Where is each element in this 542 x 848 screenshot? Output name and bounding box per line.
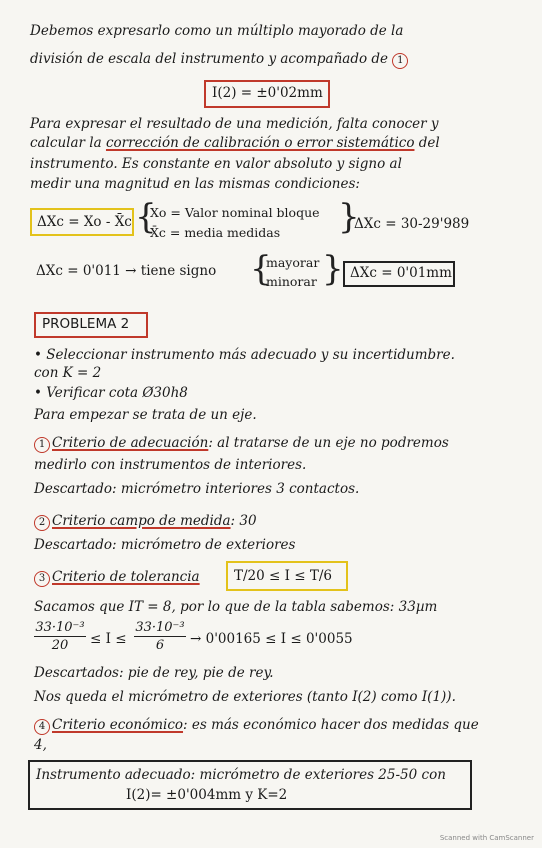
text-line: Descartados: pie de rey, pie de rey. bbox=[34, 665, 274, 681]
circled-number: 2 bbox=[34, 515, 50, 531]
brace: { bbox=[135, 197, 157, 237]
circled-number: 4 bbox=[34, 719, 50, 735]
text-line: Nos queda el micrómetro de exteriores (tanto I(2) como I(1)). bbox=[34, 689, 456, 705]
text-line: calcular la corrección de calibración o error sistemático del bbox=[30, 135, 440, 151]
text-line: • Seleccionar instrumento más adecuado y su incertidumbre. bbox=[34, 347, 455, 363]
fraction: 33·10⁻³ 20 bbox=[35, 620, 85, 653]
text-line: división de escala del instrumento y acompañado de 1 bbox=[30, 50, 410, 69]
circled-number: 1 bbox=[34, 437, 50, 453]
definition: X̄c = media medidas bbox=[150, 225, 281, 240]
result-box: ΔXc = 0'01mm bbox=[343, 261, 455, 287]
criterion-4: 4 Criterio económico: es más económico hacer dos medidas que bbox=[34, 716, 479, 735]
text-line: Sacamos que IT = 8, por lo que de la tabla sabemos: 33µm bbox=[34, 599, 438, 615]
text-line: instrumento. Es constante en valor absoluto y signo al bbox=[30, 156, 402, 172]
brace: } bbox=[322, 249, 344, 289]
circled-number: 1 bbox=[392, 53, 408, 69]
sign-option: minorar bbox=[266, 274, 317, 289]
brace: } bbox=[338, 197, 360, 237]
text-line: Descartado: micrómetro de exteriores bbox=[34, 537, 296, 553]
text-line: Para empezar se trata de un eje. bbox=[34, 407, 257, 423]
text-line: • Verificar cota Ø30h8 bbox=[34, 385, 188, 401]
problem-heading: PROBLEMA 2 bbox=[34, 312, 148, 338]
underlined-term: corrección de calibración o error sistemático bbox=[105, 135, 415, 151]
criterion-title: Criterio de tolerancia bbox=[52, 569, 200, 585]
criterion-2: 2 Criterio campo de medida: 30 bbox=[34, 512, 257, 531]
inequality: ≤ I ≤ bbox=[90, 631, 127, 647]
sign-option: mayorar bbox=[266, 255, 320, 270]
formula-box: ΔXc = Xo - X̄c bbox=[30, 208, 134, 236]
calculation: ΔXc = 0'011 → tiene signo bbox=[36, 263, 217, 279]
inequality-result: → 0'00165 ≤ I ≤ 0'0055 bbox=[190, 631, 353, 647]
text-line: Descartado: micrómetro interiores 3 contactos. bbox=[34, 481, 360, 497]
text-line: Debemos expresarlo como un múltiplo mayorado de la bbox=[30, 23, 404, 39]
text-line: Para expresar el resultado de una medición, falta conocer y bbox=[30, 116, 439, 132]
text-line: medirlo con instrumentos de interiores. bbox=[34, 457, 307, 473]
criterion-title: Criterio económico bbox=[52, 717, 184, 733]
formula-box: T/20 ≤ I ≤ T/6 bbox=[226, 561, 348, 591]
brace: { bbox=[250, 249, 272, 289]
criterion-1: 1 Criterio de adecuación: al tratarse de un eje no podremos bbox=[34, 434, 449, 453]
definition: Xo = Valor nominal bloque bbox=[150, 205, 320, 220]
text-line: 4, bbox=[34, 737, 47, 753]
criterion-3 bbox=[34, 568, 200, 587]
text-line: medir una magnitud en las mismas condiciones: bbox=[30, 176, 360, 192]
fraction: 33·10⁻³ 6 bbox=[135, 620, 185, 653]
conclusion-box: Instrumento adecuado: micrómetro de exteriores 25-50 con I(2)= ±0'004mm y K=2 bbox=[28, 760, 472, 810]
scanner-watermark: Scanned with CamScanner bbox=[439, 834, 534, 842]
result-box: I(2) = ±0'02mm bbox=[204, 80, 330, 108]
calculation: ΔXc = 30-29'989 bbox=[354, 216, 470, 232]
text-line: con K = 2 bbox=[34, 365, 102, 381]
circled-number: 3 bbox=[34, 571, 50, 587]
criterion-title: Criterio de adecuación bbox=[52, 435, 209, 451]
criterion-title: Criterio campo de medida bbox=[52, 513, 231, 529]
